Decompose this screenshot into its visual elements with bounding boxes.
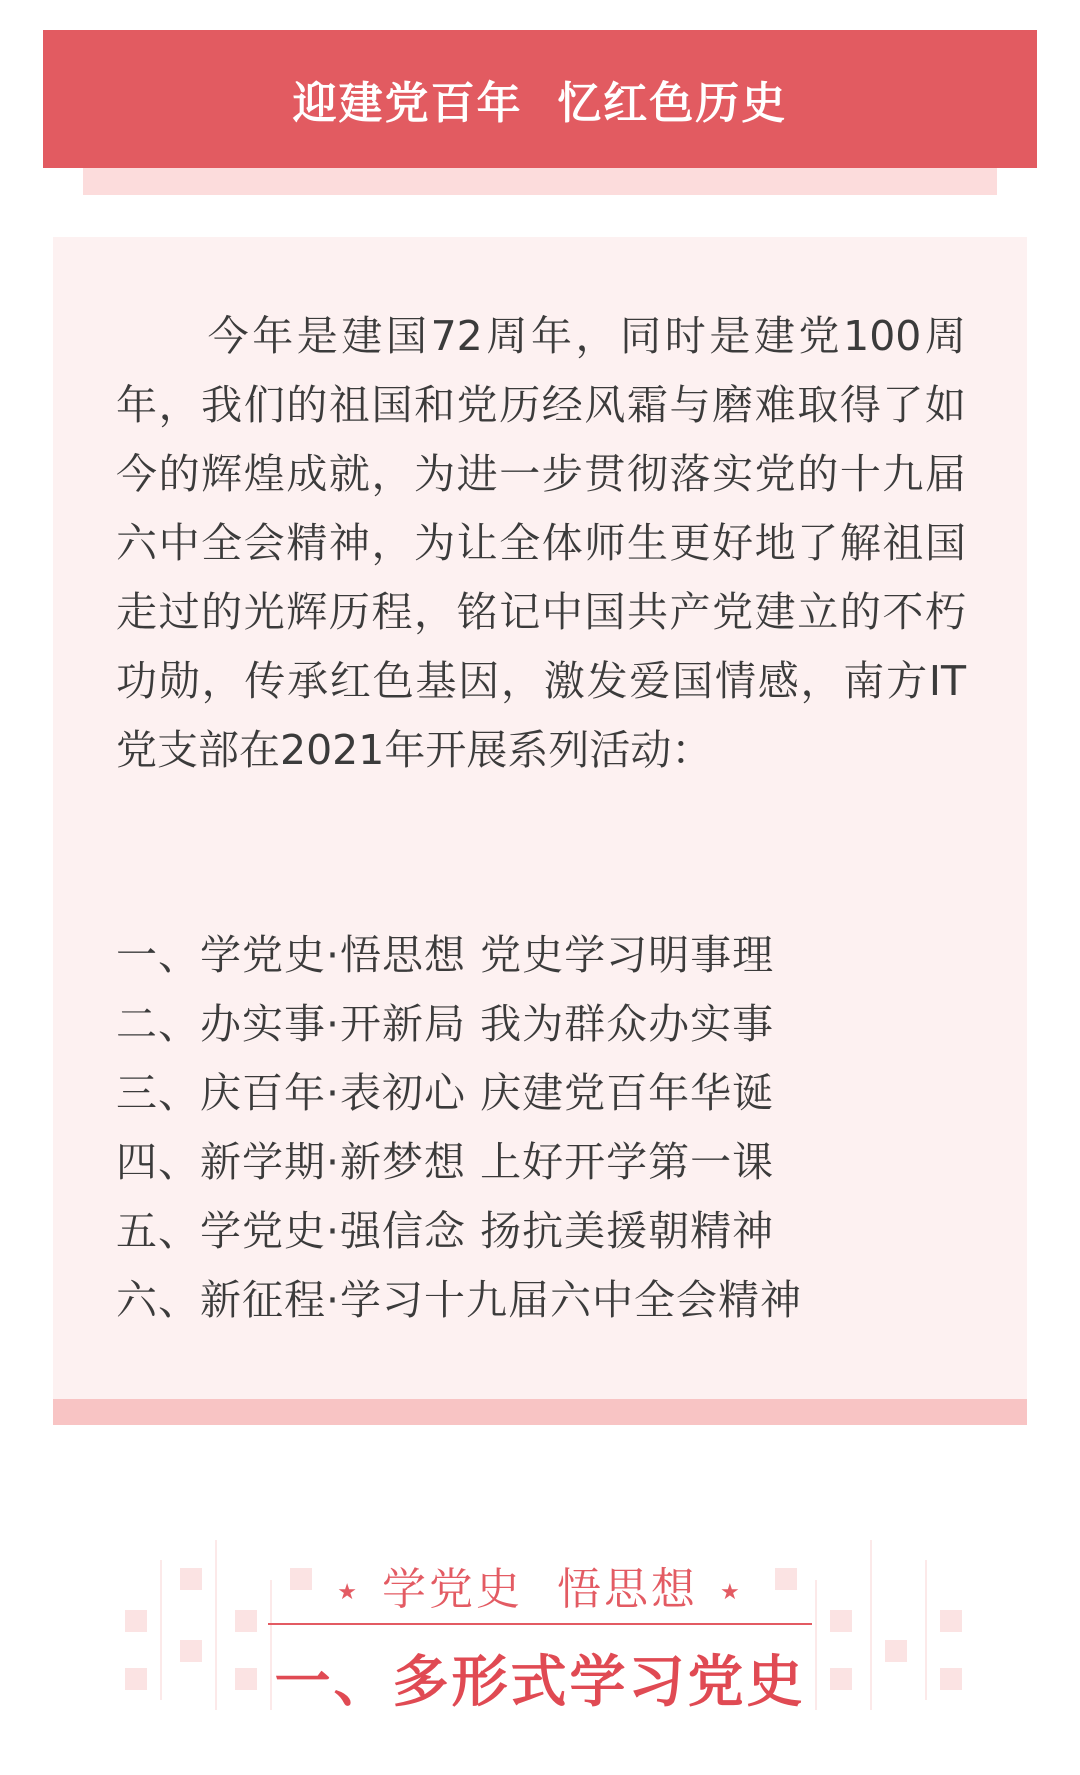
star-icon: ★ bbox=[337, 1579, 360, 1605]
section-subtitle bbox=[0, 1553, 1080, 1617]
list-item: 三、庆百年·表初心 庆建党百年华诞 bbox=[116, 1069, 775, 1117]
section-subtitle-text: 学党史 悟思想 bbox=[382, 1564, 698, 1615]
intro-card-bottom-bar bbox=[53, 1399, 1027, 1425]
list-item: 一、学党史·悟思想 党史学习明事理 bbox=[116, 931, 775, 979]
list-item: 二、办实事·开新局 我为群众办实事 bbox=[116, 1000, 775, 1048]
list-item: 四、新学期·新梦想 上好开学第一课 bbox=[116, 1138, 775, 1186]
banner-title: 迎建党百年 忆红色历史 bbox=[292, 78, 788, 129]
intro-paragraph bbox=[116, 302, 966, 785]
star-icon: ★ bbox=[719, 1579, 743, 1605]
intro-paragraph-text: 今年是建国72周年，同时是建党100周年，我们的祖国和党历经风霜与磨难取得了如今的辉煌成就，为进一步贯彻落实党的十九届六中全会精神，为让全体师生更好地了解祖国走过的光辉历程，铭记中国共产党建立的不朽功勋，传承红色基因，激发爱国情感，南方IT党支部在2021年开展系列活动： bbox=[116, 312, 966, 774]
header-banner bbox=[43, 30, 1037, 168]
section-title: 一、多形式学习党史 bbox=[274, 1650, 806, 1715]
list-item: 六、新征程·学习十九届六中全会精神 bbox=[116, 1276, 803, 1324]
banner-shadow bbox=[83, 168, 997, 195]
activity-list bbox=[116, 921, 976, 1335]
list-item: 五、学党史·强信念 扬抗美援朝精神 bbox=[116, 1207, 775, 1255]
section-divider bbox=[268, 1623, 812, 1625]
